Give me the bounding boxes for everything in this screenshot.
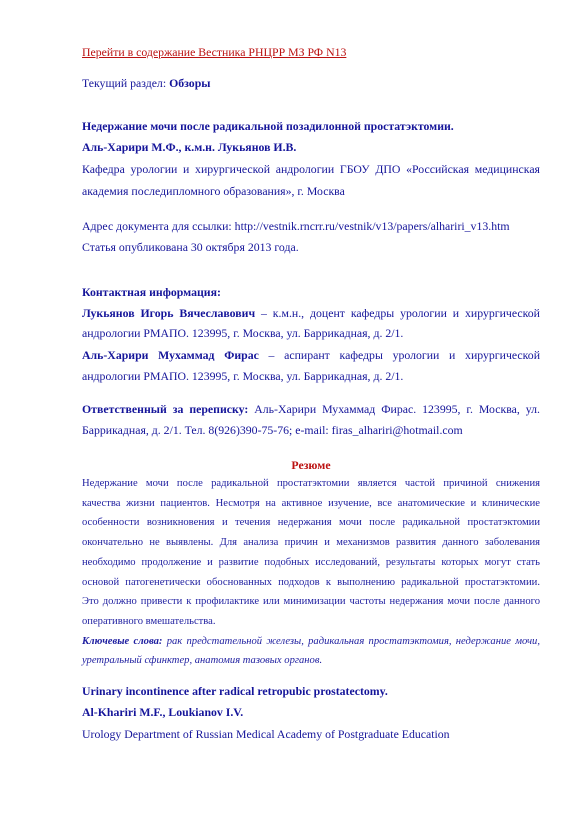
contacts-heading: Контактная информация: bbox=[82, 285, 221, 299]
abstract-line: необходимо продолжение и развитие подобных исследований, результаты которых могут стать bbox=[82, 556, 540, 568]
abstract-line: окончательно не выявлены. Для анализа причин и механизмов развития данного заболевания bbox=[82, 537, 540, 549]
affiliation-line-2: академия последипломного образования», г. Москва bbox=[82, 184, 345, 198]
section-value: Обзоры bbox=[169, 76, 211, 90]
abstract-line: качества жизни пациентов. Несмотря на активное изучение, все анатомические и клинические bbox=[82, 497, 540, 509]
address-url[interactable]: http://vestnik.rncrr.ru/vestnik/v13/papers/alhariri_v13.htm bbox=[234, 219, 510, 233]
abstract-heading: Резюме bbox=[291, 458, 331, 472]
keywords-list: рак предстательной железы, радикальная простатэктомия, недержание мочи, bbox=[162, 635, 540, 647]
keywords-line-1 bbox=[82, 632, 540, 652]
keywords-label: Ключевые слова: bbox=[82, 635, 163, 647]
article-title: Недержание мочи после радикальной позадилонной простатэктомии. bbox=[82, 119, 454, 133]
english-affiliation: Urology Department of Russian Medical Academy of Postgraduate Education bbox=[82, 727, 450, 741]
abstract-line: оперативного вмешательства. bbox=[82, 615, 216, 627]
responsible-line-1 bbox=[82, 398, 540, 421]
contents-link[interactable]: Перейти в содержание Вестника РНЦРР МЗ РФ N13 bbox=[82, 45, 347, 59]
article-authors: Аль-Харири М.Ф., к.м.н. Лукьянов И.В. bbox=[82, 140, 297, 154]
contact-2-line-1 bbox=[82, 344, 540, 367]
abstract-line: основой патогенетически обоснованных подходов к выполнению радикальной простатэктомии. bbox=[82, 576, 540, 588]
responsible-line-2: Баррикадная, д. 2/1. Тел. 8(926)390-75-76; e-mail: firas_alhariri@hotmail.com bbox=[82, 423, 463, 437]
published-date: Статья опубликована 30 октября 2013 года. bbox=[82, 240, 299, 254]
abstract-line: особенности возникновения и течения недержания мочи после радикальной простатэктомии bbox=[82, 517, 540, 529]
responsible-desc: Аль-Харири Мухаммад Фирас. 123995, г. Москва, ул. bbox=[248, 402, 540, 416]
contact-2-line-2: андрологии РМАПО. 123995, г. Москва, ул. Баррикадная, д. 2/1. bbox=[82, 369, 404, 383]
keywords-line-2: уретральный сфинктер, анатомия тазовых органов. bbox=[82, 655, 323, 667]
address-line bbox=[82, 215, 540, 238]
contact-2-name: Аль-Харири Мухаммад Фирас bbox=[82, 348, 259, 362]
english-authors: Al-Khariri M.F., Loukianov I.V. bbox=[82, 705, 244, 719]
contact-1-line-2: андрологии РМАПО. 123995, г. Москва, ул. Баррикадная, д. 2/1. bbox=[82, 326, 404, 340]
contents-link-line bbox=[82, 41, 540, 64]
contact-2-desc: – аспирант кафедры урологии и хирургической bbox=[258, 348, 541, 362]
abstract-body bbox=[82, 474, 540, 671]
contact-1-name: Лукьянов Игорь Вячеславович bbox=[82, 306, 256, 320]
affiliation-line-1: Кафедра урологии и хирургической андрологии ГБОУ ДПО «Российская медицинская bbox=[82, 162, 540, 176]
contact-1-desc: – к.м.н., доцент кафедры урологии и хирургической bbox=[255, 306, 540, 320]
section-label: Текущий раздел: bbox=[82, 76, 170, 90]
address-label: Адрес документа для ссылки: bbox=[82, 219, 235, 233]
abstract-line: Это должно привести к профилактике или минимизации частоты недержания мочи после данного bbox=[82, 596, 540, 608]
english-title: Urinary incontinence after radical retropubic prostatectomy. bbox=[82, 684, 388, 698]
current-section-line bbox=[82, 72, 540, 95]
abstract-line: Недержание мочи после радикальной простатэктомии является частой причиной снижения bbox=[82, 478, 540, 489]
responsible-label: Ответственный за переписку: bbox=[82, 402, 249, 416]
